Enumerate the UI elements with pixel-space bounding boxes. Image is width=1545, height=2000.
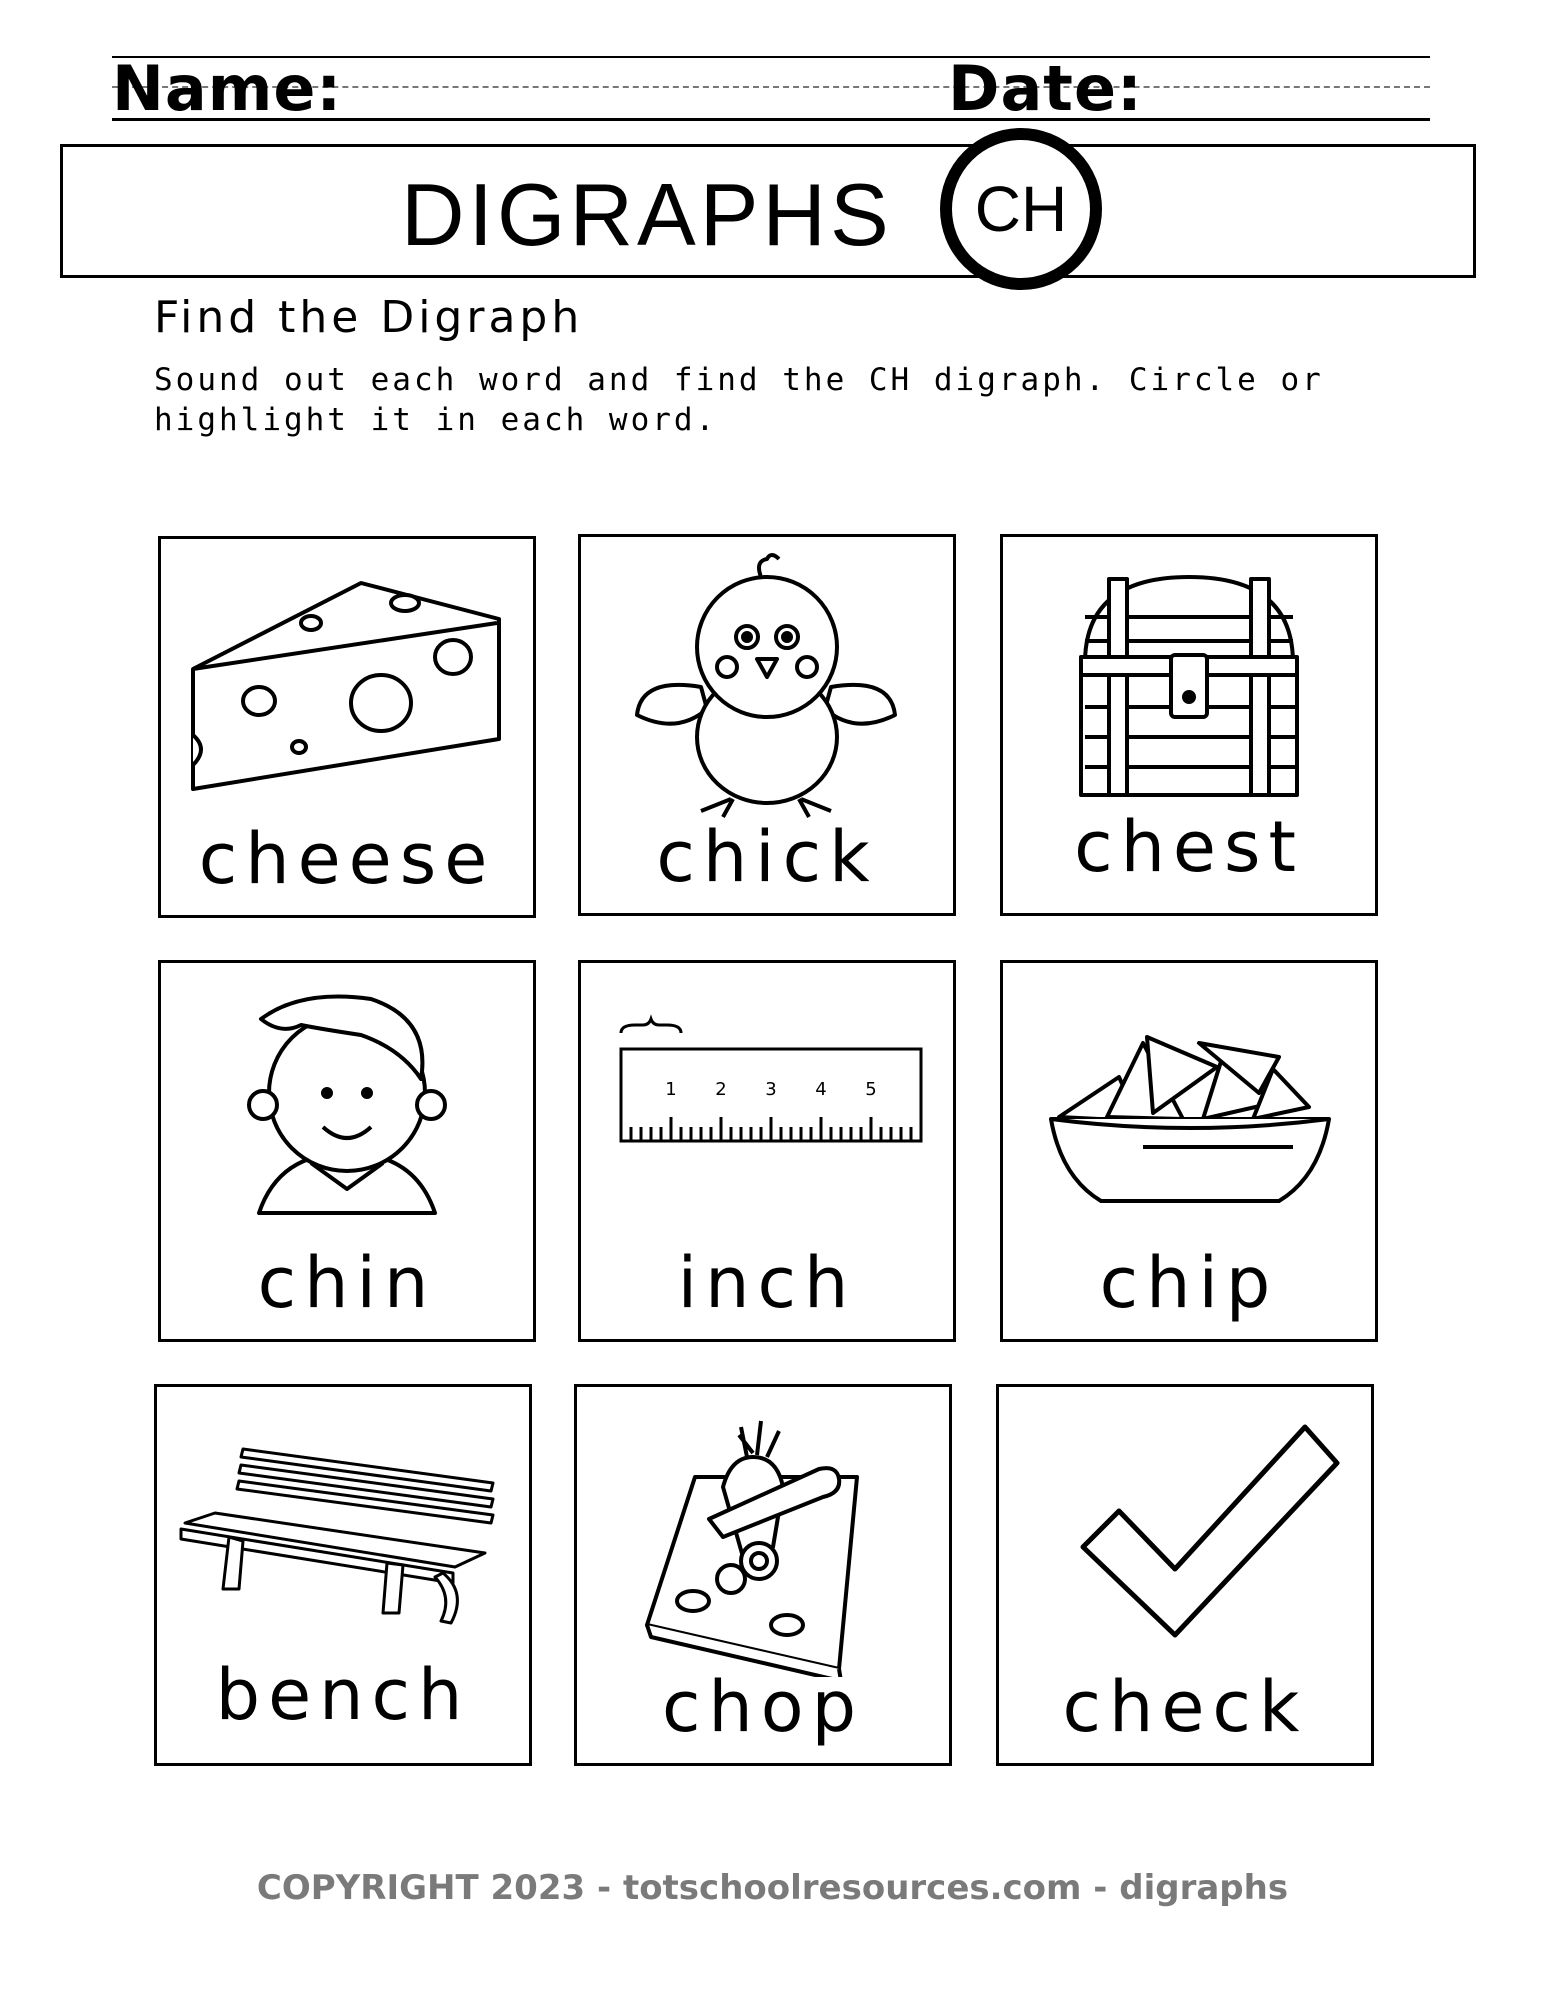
chopping-board-icon <box>577 1387 949 1677</box>
card-word: bench <box>215 1654 471 1736</box>
instructions: Sound out each word and find the CH digraph. Circle or highlight it in each word. <box>154 362 1324 438</box>
digraph-badge <box>940 128 1102 290</box>
copyright-footer: COPYRIGHT 2023 - totschoolresources.com - digraphs <box>256 1868 1289 1908</box>
ruler-icon <box>581 963 953 1253</box>
word-card-inch[interactable] <box>578 960 956 1342</box>
card-word: chop <box>661 1666 865 1748</box>
page-title: DIGRAPHS <box>401 165 893 264</box>
card-word: chip <box>1099 1242 1279 1324</box>
section-heading: Find the Digraph <box>154 292 584 343</box>
word-card-chin[interactable] <box>158 960 536 1342</box>
date-label: Date: <box>948 52 1143 125</box>
ruler-number: 5 <box>865 1079 877 1100</box>
card-word: check <box>1062 1666 1308 1748</box>
ruler-number: 2 <box>715 1079 727 1100</box>
ruler-number: 1 <box>665 1079 677 1100</box>
check-mark-icon <box>999 1387 1371 1677</box>
word-card-chick[interactable] <box>578 534 956 916</box>
chips-bowl-icon <box>1003 963 1375 1253</box>
card-word: chest <box>1074 806 1304 888</box>
word-card-check[interactable] <box>996 1384 1374 1766</box>
ruler-number: 3 <box>765 1079 777 1100</box>
digraph-badge-label: CH <box>974 173 1068 245</box>
ruler-number: 4 <box>815 1079 827 1100</box>
word-card-bench[interactable] <box>154 1384 532 1766</box>
card-word: chick <box>656 816 878 898</box>
name-label: Name: <box>112 52 343 125</box>
title-banner <box>60 144 1476 278</box>
word-card-chop[interactable] <box>574 1384 952 1766</box>
card-word: chin <box>257 1242 437 1324</box>
word-card-chest[interactable] <box>1000 534 1378 916</box>
chick-icon <box>581 537 953 827</box>
boy-face-icon <box>161 963 533 1253</box>
cheese-icon <box>161 539 533 829</box>
bench-icon <box>157 1387 529 1677</box>
card-word: cheese <box>198 818 496 900</box>
name-date-header <box>112 52 1430 125</box>
word-card-cheese[interactable] <box>158 536 536 918</box>
treasure-chest-icon <box>1003 537 1375 827</box>
card-word: inch <box>677 1242 857 1324</box>
word-card-chip[interactable] <box>1000 960 1378 1342</box>
